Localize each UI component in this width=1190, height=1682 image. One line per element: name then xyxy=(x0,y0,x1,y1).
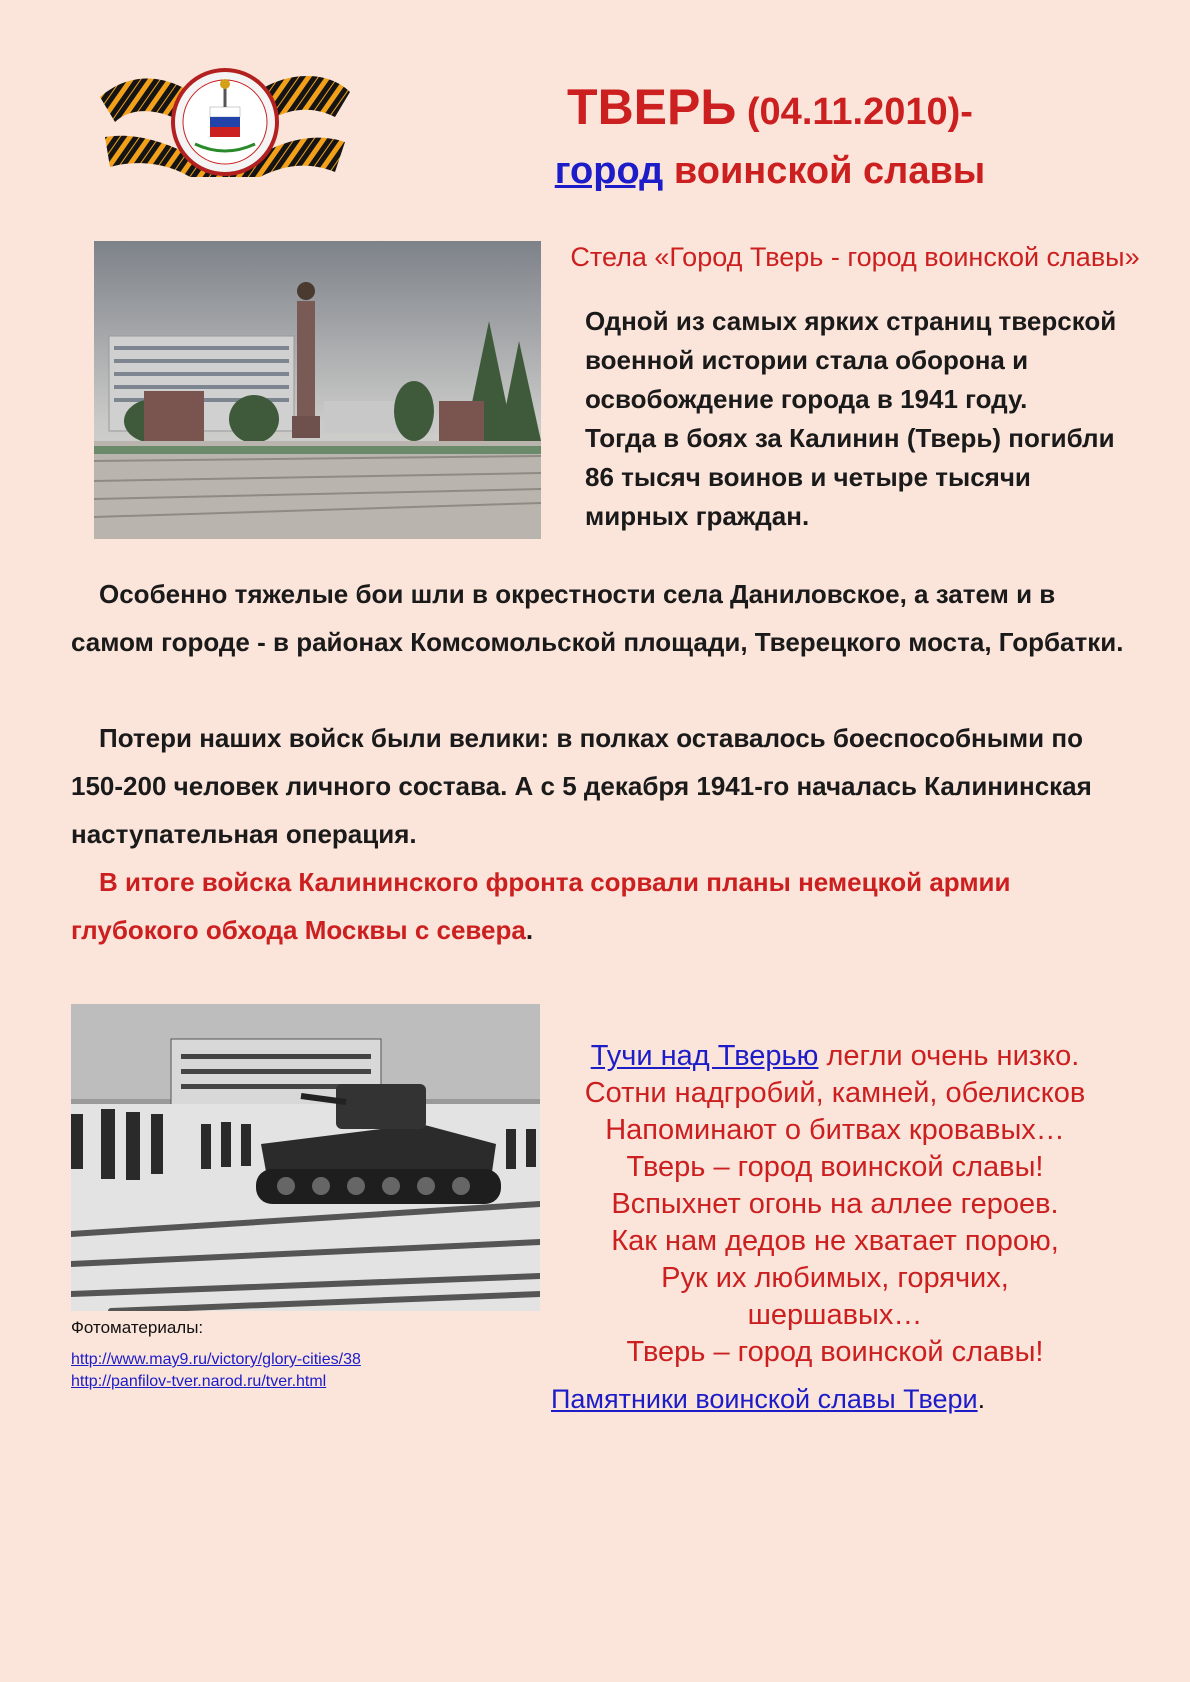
page-subtitle xyxy=(470,150,1070,193)
intro-paragraph-1: Одной из самых ярких страниц тверской военной истории стала оборона и освобождение города в 1941 году. xyxy=(585,306,1117,414)
poem xyxy=(555,1038,1115,1371)
period: . xyxy=(525,915,534,945)
highlight-text: В итоге войска Калининского фронта сорвали планы немецкой армии глубокого обхода Москвы с севера xyxy=(71,867,1011,945)
body-paragraph-1: Особенно тяжелые бои шли в окрестности села Даниловское, а затем и в самом городе - в районах Комсомольской площади, Тверецкого моста, Горбатки. xyxy=(71,579,1124,657)
title-city: ТВЕРЬ xyxy=(567,79,737,135)
subtitle-link[interactable]: город xyxy=(554,150,664,192)
monuments-line xyxy=(551,1384,985,1415)
tank-photo xyxy=(71,1004,540,1311)
poem-line-7: Рук их любимых, горячих, xyxy=(661,1262,1009,1294)
ribbon-logo xyxy=(95,62,355,182)
poem-line-8: шершавых… xyxy=(747,1299,923,1331)
monuments-link[interactable]: Памятники воинской славы Твери xyxy=(551,1384,978,1414)
poem-line-1-rest: легли очень низко. xyxy=(818,1040,1080,1072)
stela-photo xyxy=(94,241,541,539)
poem-line-3: Напоминают о битвах кровавых… xyxy=(605,1114,1065,1146)
stela-caption: Стела «Город Тверь - город воинской славы» xyxy=(570,242,1140,272)
title-date: (04.11.2010)- xyxy=(746,91,973,133)
poem-line-4: Тверь – город воинской славы! xyxy=(626,1151,1044,1183)
intro-paragraph-2: Тогда в боях за Калинин (Тверь) погибли 86 тысяч воинов и четыре тысячи мирных граждан. xyxy=(585,423,1115,531)
subtitle-rest: воинской славы xyxy=(673,150,986,192)
poem-line-1 xyxy=(555,1038,1115,1075)
poem-line-5: Вспыхнет огонь на аллее героев. xyxy=(611,1188,1059,1220)
body-paragraph-2: Потери наших войск были велики: в полках оставалось боеспособными по 150-200 человек личного состава. А с 5 декабря 1941-го началась Калининская наступательная операция. xyxy=(71,723,1092,849)
source-link-panfilov[interactable]: http://panfilov-tver.narod.ru/tver.html xyxy=(71,1373,327,1390)
page-title xyxy=(470,78,1070,136)
photo-sources-label: Фотоматериалы: xyxy=(71,1318,204,1337)
poem-line-6: Как нам дедов не хватает порою, xyxy=(611,1225,1059,1257)
intro-text xyxy=(585,302,1125,536)
poem-line-2: Сотни надгробий, камней, обелисков xyxy=(584,1077,1086,1109)
body-paragraph-3 xyxy=(71,858,1131,954)
poem-line-9: Тверь – город воинской славы! xyxy=(626,1336,1044,1368)
source-link-may9[interactable]: http://www.may9.ru/victory/glory-cities/38 xyxy=(71,1351,361,1368)
monuments-period: . xyxy=(977,1384,986,1414)
poem-title-link[interactable]: Тучи над Тверью xyxy=(590,1040,819,1072)
